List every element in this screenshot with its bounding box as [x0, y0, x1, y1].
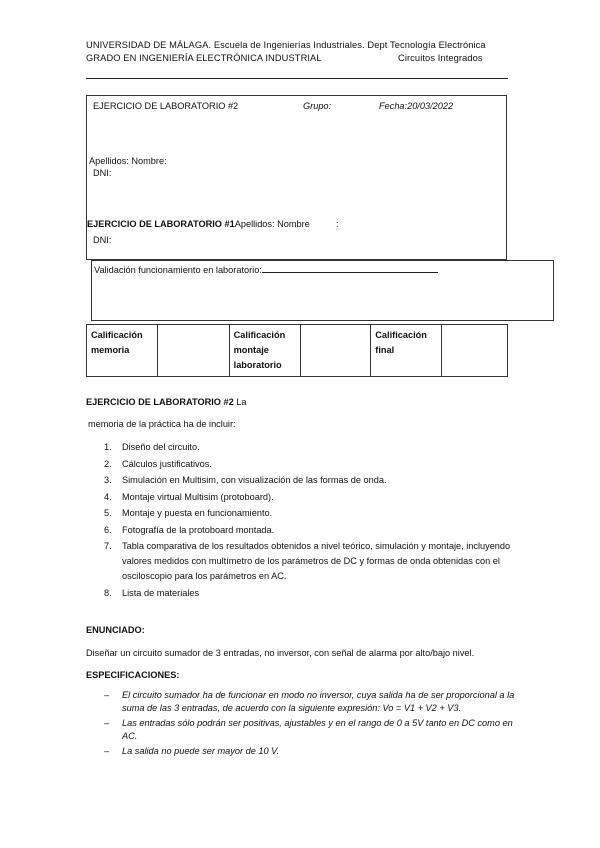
- grade-final-label: [371, 325, 442, 377]
- list-item: [104, 506, 524, 521]
- list-item: [104, 539, 524, 584]
- dni-label-2: DNI:: [93, 235, 112, 245]
- list-item: [104, 586, 524, 601]
- grades-table: [86, 324, 508, 377]
- surname-name-label: Apellidos: Nombre:: [89, 156, 167, 166]
- grade-montaje-line-2: montaje: [233, 345, 269, 355]
- item-number: 2.: [104, 458, 112, 469]
- spec-text: El circuito sumador ha de funcionar en modo no inversor, cuya salida ha de ser proporcional a la suma de las 3 entradas, de acuerdo con la siguiente expresión: Vo = V1 + V2 + V3.: [122, 690, 515, 713]
- grade-final-line-2: final: [375, 345, 395, 355]
- validation-label: Validación funcionamiento en laboratorio:: [94, 265, 262, 275]
- grade-final-value[interactable]: [442, 325, 508, 377]
- grade-memoria-line-2: memoria: [91, 345, 130, 355]
- list-item: [104, 689, 524, 715]
- item-number: 4.: [104, 491, 112, 502]
- bullet-dash: –: [104, 718, 110, 728]
- specs-title: ESPECIFICACIONES:: [86, 670, 180, 680]
- grade-montaje-line-1: Calificación: [233, 330, 286, 340]
- item-text: Montaje virtual Multisim (protoboard).: [122, 491, 274, 502]
- item-text: Diseño del circuito.: [122, 442, 200, 452]
- grade-montaje-label: [229, 325, 300, 377]
- grade-montaje-value[interactable]: [300, 325, 371, 377]
- item-number: 8.: [104, 587, 112, 598]
- item-number: 3.: [104, 475, 112, 485]
- item-number: 1.: [104, 442, 112, 452]
- specs-list: [104, 689, 524, 760]
- exercise-label: EJERCICIO DE LABORATORIO #2: [93, 101, 239, 111]
- item-text: Fotografía de la protoboard montada.: [122, 524, 275, 535]
- dni-label: DNI:: [93, 168, 112, 178]
- list-item: [104, 473, 524, 488]
- item-text: Tabla comparativa de los resultados obtenidos a nivel teórico, simulación y montaje, incluyendo valores medidos con multímetro de los parámetros de DC y formas de onda obtenidas con el osciloscopio para los parámetros en AC.: [122, 541, 511, 581]
- grade-memoria-label: [87, 325, 158, 377]
- exercise1-colon: :: [336, 219, 339, 229]
- group-label: Grupo:: [303, 101, 332, 111]
- section2-title-rest: La: [233, 397, 247, 407]
- list-item: [104, 440, 524, 455]
- exercise1-surname-name: Apellidos: Nombre: [234, 219, 310, 229]
- enunciado-text: Diseñar un circuito sumador de 3 entradas, no inversor, con señal de alarma por alto/bajo nivel.: [86, 648, 475, 658]
- grade-montaje-line-3: laboratorio: [233, 360, 282, 370]
- item-number: 6.: [104, 524, 112, 535]
- item-number: 7.: [104, 541, 112, 551]
- item-number: 5.: [104, 508, 112, 518]
- grades-row: [87, 325, 508, 377]
- item-text: Lista de materiales: [122, 587, 200, 598]
- item-text: Simulación en Multisim, con visualización de las formas de onda.: [122, 475, 387, 485]
- header-divider: [86, 78, 508, 79]
- grade-final-line-1: Calificación: [375, 330, 427, 340]
- identification-box: [86, 95, 507, 260]
- section2-intro: memoria de la práctica ha de incluir:: [88, 419, 236, 429]
- section2-title: [86, 397, 247, 407]
- date-label: Fecha:20/03/2022: [379, 101, 454, 111]
- item-text: Cálculos justificativos.: [122, 458, 212, 469]
- list-item: [104, 490, 524, 505]
- bullet-dash: –: [104, 746, 110, 756]
- exercise1-label: EJERCICIO DE LABORATORIO #1: [87, 219, 235, 229]
- section2-title-bold: EJERCICIO DE LABORATORIO #2: [86, 397, 234, 407]
- list-item: [104, 523, 524, 538]
- spec-text: Las entradas sólo podrán ser positivas, ajustables y en el rango de 0 a 5V tanto en DC como en AC.: [122, 718, 513, 741]
- spec-text: La salida no puede ser mayor de 10 V.: [122, 746, 280, 756]
- header-line-1: UNIVERSIDAD DE MÁLAGA. Escuela de Ingenierías Industriales. Dept Tecnología Electrónica: [86, 40, 486, 50]
- grade-memoria-value[interactable]: [157, 325, 229, 377]
- memo-requirements-list: [104, 440, 524, 602]
- item-text: Montaje y puesta en funcionamiento.: [122, 508, 273, 518]
- list-item: [104, 457, 524, 472]
- bullet-dash: –: [104, 690, 110, 700]
- list-item: [104, 745, 524, 758]
- enunciado-title: ENUNCIADO:: [86, 625, 145, 635]
- list-item: [104, 717, 524, 743]
- header-course: Circuitos Integrados: [398, 53, 483, 63]
- header-degree: GRADO EN INGENIERÍA ELECTRÓNICA INDUSTRIAL: [86, 53, 322, 63]
- grade-memoria-line-1: Calificación: [91, 330, 143, 340]
- validation-line: [94, 263, 438, 275]
- validation-signature-line[interactable]: [262, 263, 438, 273]
- exercise1-line: [87, 219, 310, 229]
